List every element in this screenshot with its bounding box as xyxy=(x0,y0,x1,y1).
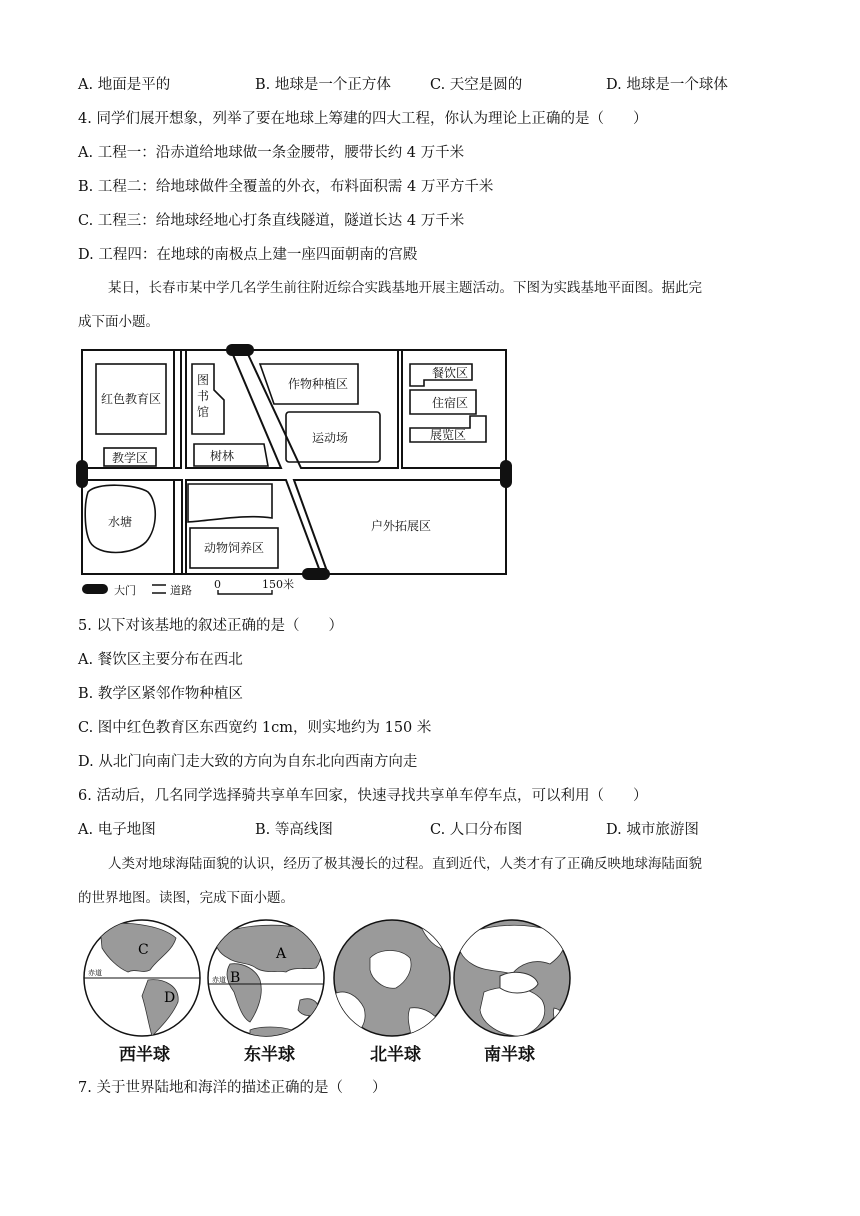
q6-option-a: A. 电子地图 xyxy=(78,822,156,838)
legend-road-label: 道路 xyxy=(170,584,192,597)
globe-label-d: D xyxy=(164,990,176,1006)
equator-label-west: 赤道 xyxy=(88,969,102,977)
legend-road-symbol xyxy=(152,585,166,593)
q4-stem: 4. 同学们展开想象，列举了要在地球上筹建的四大工程，你认为理论上正确的是（ ） xyxy=(78,111,648,127)
scale-zero: 0 xyxy=(214,578,221,591)
legend-gate-symbol xyxy=(82,584,108,594)
globe-north xyxy=(334,920,450,1040)
label-lodging: 住宿区 xyxy=(431,396,469,410)
q4-option-c: C. 工程三：给地球经地心打条直线隧道，隧道长达 4 万千米 xyxy=(78,213,465,229)
q6-option-d: D. 城市旅游图 xyxy=(606,822,699,838)
q3-option-c: C. 天空是圆的 xyxy=(430,77,523,93)
label-library-1: 图 xyxy=(196,373,210,387)
globe-west xyxy=(84,918,200,1036)
label-east-hemisphere: 东半球 xyxy=(244,1045,295,1065)
label-crop: 作物种植区 xyxy=(287,377,349,391)
intro1-line1: 某日，长春市某中学几名学生前往附近综合实践基地开展主题活动。下图为实践基地平面图。据此完 xyxy=(108,280,702,296)
q3-option-a: A. 地面是平的 xyxy=(78,77,171,93)
globe-east xyxy=(208,920,324,1040)
label-library-3: 馆 xyxy=(196,405,210,419)
label-dining: 餐饮区 xyxy=(431,366,469,380)
q5-option-a: A. 餐饮区主要分布在西北 xyxy=(78,652,243,668)
label-north-hemisphere: 北半球 xyxy=(370,1045,421,1065)
gate-west xyxy=(76,460,88,488)
q6-stem: 6. 活动后，几名同学选择骑共享单车回家，快速寻找共享单车停车点，可以利用（ ） xyxy=(78,788,648,804)
intro1-line2: 成下面小题。 xyxy=(78,314,159,330)
globe-south xyxy=(454,920,570,1036)
globe-label-a: A xyxy=(276,946,287,962)
q7-stem: 7. 关于世界陆地和海洋的描述正确的是（ ） xyxy=(78,1080,387,1096)
intro2-line1: 人类对地球海陆面貌的认识，经历了极其漫长的过程。直到近代，人类才有了正确反映地球海陆面貌 xyxy=(108,856,702,872)
globe-label-c: C xyxy=(138,942,149,958)
label-library-2: 书 xyxy=(196,389,210,403)
q4-option-d: D. 工程四：在地球的南极点上建一座四面朝南的宫殿 xyxy=(78,247,418,263)
label-pond: 水塘 xyxy=(107,515,133,529)
q6-option-c: C. 人口分布图 xyxy=(430,822,523,838)
globe-label-b: B xyxy=(230,970,241,986)
label-sports: 运动场 xyxy=(311,431,349,445)
q4-option-a: A. 工程一：沿赤道给地球做一条金腰带，腰带长约 4 万千米 xyxy=(78,145,465,161)
label-forest: 树林 xyxy=(209,449,235,463)
hemisphere-globes xyxy=(80,918,580,1040)
label-exhibit: 展览区 xyxy=(429,428,467,442)
field-block xyxy=(188,484,272,522)
q3-option-b: B. 地球是一个正方体 xyxy=(255,77,391,93)
label-west-hemisphere: 西半球 xyxy=(119,1045,170,1065)
q3-option-d: D. 地球是一个球体 xyxy=(606,77,728,93)
q6-option-b: B. 等高线图 xyxy=(255,822,333,838)
label-outdoor: 户外拓展区 xyxy=(370,519,432,533)
gate-south xyxy=(302,568,330,580)
label-teaching: 教学区 xyxy=(111,451,149,465)
q5-option-b: B. 教学区紧邻作物种植区 xyxy=(78,686,243,702)
q5-stem: 5. 以下对该基地的叙述正确的是（ ） xyxy=(78,618,343,634)
label-animal: 动物饲养区 xyxy=(203,541,265,555)
equator-label-east: 赤道 xyxy=(212,976,226,984)
legend-gate-label: 大门 xyxy=(114,584,136,597)
q5-option-d: D. 从北门向南门走大致的方向为自东北向西南方向走 xyxy=(78,754,418,770)
scale-distance: 150米 xyxy=(262,578,294,591)
gate-east xyxy=(500,460,512,488)
label-red-edu: 红色教育区 xyxy=(100,392,162,406)
label-south-hemisphere: 南半球 xyxy=(484,1045,535,1065)
base-map xyxy=(76,342,516,598)
q4-option-b: B. 工程二：给地球做件全覆盖的外衣，布料面积需 4 万平方千米 xyxy=(78,179,494,195)
intro2-line2: 的世界地图。读图，完成下面小题。 xyxy=(78,890,294,906)
gate-north xyxy=(226,344,254,356)
q5-option-c: C. 图中红色教育区东西宽约 1cm，则实地约为 150 米 xyxy=(78,720,432,736)
